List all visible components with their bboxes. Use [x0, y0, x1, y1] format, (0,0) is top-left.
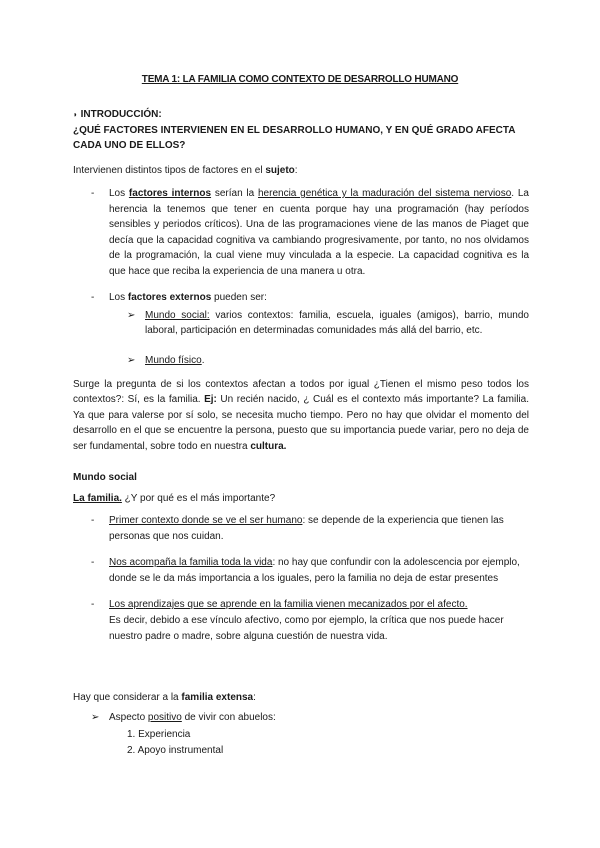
- factors-intro: [73, 163, 298, 178]
- numbered-item-1: 1. Experiencia: [127, 729, 191, 740]
- list-dash: -: [91, 557, 95, 568]
- social-world-label: Mundo social:: [145, 310, 210, 321]
- external-text-c: pueden ser:: [211, 292, 267, 303]
- social-world-text: varios contextos: familia, escuela, iguales (amigos), barrio, mundo laboral, participación en determinadas comunidades más allá del barrio, etc.: [145, 310, 529, 336]
- positive-aspect-text-c: de vivir con abuelos:: [181, 712, 276, 723]
- example-label: Ej:: [204, 394, 217, 406]
- family-reason-3-line-3: nuestro padre o madre, sobre alguna cuestión de nuestra vida.: [109, 631, 388, 642]
- arrow-bullet-icon: ➢: [127, 355, 136, 366]
- family-label: La familia.: [73, 493, 122, 504]
- family-reason-1-label: Primer contexto donde se ve el ser humano: [109, 515, 303, 526]
- family-reason-2-label: Nos acompaña la familia toda la vida: [109, 557, 273, 568]
- intro-question-line-2: CADA UNO DE ELLOS?: [73, 140, 186, 151]
- external-factors-line: [109, 290, 267, 305]
- intro-question-line-1: ¿QUÉ FACTORES INTERVIENEN EN EL DESARROLLO HUMANO, Y EN QUÉ GRADO AFECTA: [73, 125, 516, 136]
- extended-family-text-a: Hay que considerar a la: [73, 692, 182, 703]
- list-dash: -: [91, 292, 95, 303]
- factors-intro-text: Intervienen distintos tipos de factores en el: [73, 165, 266, 176]
- physical-world-end: .: [201, 355, 205, 366]
- contexts-text-a: Surge la pregunta de si los contextos afectan a todos por igual ¿Tienen el mismo peso todos los contextos?: Sí, es la familia.: [73, 379, 529, 406]
- social-world-heading: Mundo social: [73, 472, 137, 483]
- family-reason-2-text: : no hay que confundir con la adolescencia por ejemplo,: [272, 557, 520, 568]
- family-reason-1-line-2: personas que nos cuidan.: [109, 531, 224, 542]
- extended-family-line: [73, 690, 256, 705]
- document-title: TEMA 1: LA FAMILIA COMO CONTEXTO DE DESARROLLO HUMANO: [141, 74, 459, 85]
- numbered-item-2: 2. Apoyo instrumental: [127, 745, 224, 756]
- list-dash: -: [91, 515, 95, 526]
- internal-text-c: serían la: [211, 188, 258, 199]
- intro-heading-text: INTRODUCCIÓN:: [80, 109, 162, 120]
- physical-world-item: [145, 353, 204, 368]
- internal-heredity-term: herencia genética y la maduración del sistema nervioso: [258, 188, 512, 199]
- arrow-bullet-icon: ➢: [127, 310, 136, 321]
- culture-term: cultura.: [250, 440, 287, 452]
- internal-text-a: Los: [109, 188, 129, 199]
- internal-factors-term: factores internos: [128, 188, 212, 199]
- extended-family-text-c: :: [253, 692, 256, 703]
- internal-factors-paragraph: [109, 186, 529, 280]
- list-dash: -: [91, 188, 95, 199]
- arrow-bullet-icon: ➢: [91, 712, 100, 723]
- internal-text-e: . La herencia la tenemos que tener en cuenta porque hay una programación (hay períodos sensibles y periodos críticos). Una de las programaciones viene de las manos de Piaget que decía que la capacidad cognitiva va cambiando progresivamente, por tanto, no nos olvidamos de la programación, la cual viene muy vinculada a la especie. La capacidad cognitiva es la que hace que reciba la experiencia de una manera u otra.: [109, 188, 529, 277]
- intro-heading: [73, 107, 162, 122]
- family-reason-2-line-1: [109, 555, 520, 570]
- family-question: [73, 491, 275, 506]
- positive-aspect-text-a: Aspecto: [109, 712, 148, 723]
- family-reason-3-line-1: [109, 597, 468, 612]
- family-reason-1-line-1: [109, 513, 504, 528]
- physical-world-label: Mundo físico: [145, 355, 202, 366]
- family-reason-1-text: : se depende de la experiencia que tienen las: [302, 515, 504, 526]
- family-reason-3-line-2: Es decir, debido a ese vínculo afectivo, como por ejemplo, la crítica que nos puede hacer: [109, 615, 504, 626]
- social-world-item: [145, 308, 529, 338]
- external-factors-term: factores externos: [127, 292, 212, 303]
- factors-intro-bold: sujeto: [265, 165, 295, 176]
- extended-family-term: familia extensa: [181, 692, 254, 703]
- bullet-icon: ◗: [73, 110, 78, 119]
- external-text-a: Los: [109, 292, 128, 303]
- contexts-text-b: Un recién nacido, ¿ Cuál es el contexto más importante? La familia. Ya que para valerse por sí solo, se necesita mucho tiempo. Pero no hay que olvidar el momento del desarrollo en el que se encuentre la persona, puesto que su importancia puede variar, pero no deja de ser fundamental, sobre todo en nuestra: [73, 394, 529, 452]
- factors-intro-end: :: [294, 165, 298, 176]
- family-reason-3-label: Los aprendizajes que se aprende en la familia vienen mecanizados por el afecto.: [109, 599, 468, 610]
- family-reason-2-line-2: donde se le da más importancia a los iguales, pero la familia no deja de estar presentes: [109, 573, 499, 584]
- positive-aspect-term: positivo: [147, 712, 182, 723]
- contexts-paragraph: [73, 377, 529, 454]
- family-question-text: ¿Y por qué es el más importante?: [121, 493, 276, 504]
- list-dash: -: [91, 599, 95, 610]
- positive-aspect-line: [109, 710, 276, 725]
